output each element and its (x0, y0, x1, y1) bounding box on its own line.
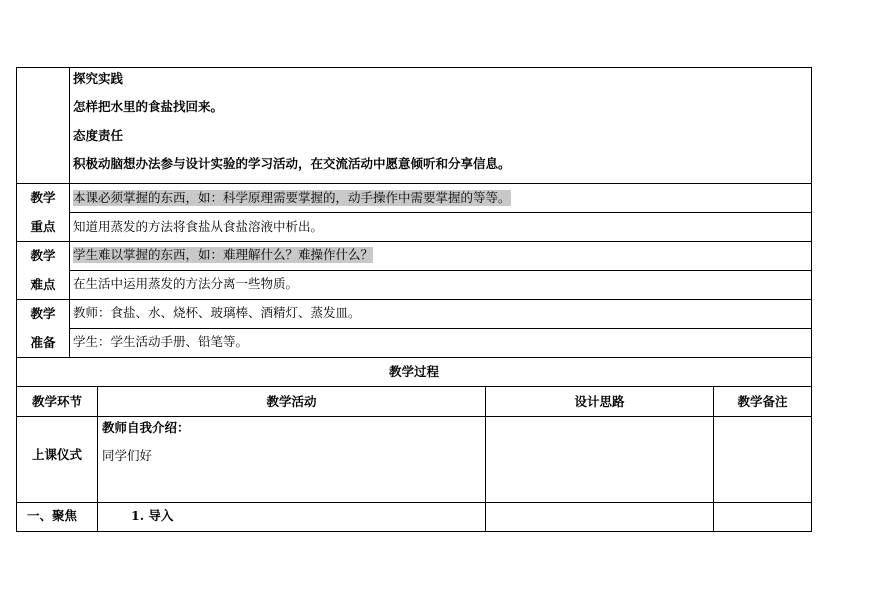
stage-focus: 一、聚焦 (27, 508, 78, 523)
process-header-row (16, 387, 812, 417)
process-title: 教学过程 (388, 364, 439, 379)
key-points-content: 知道用蒸发的方法将食盐从食盐溶液中析出。 (73, 219, 324, 234)
preparation-label-2: 准备 (30, 335, 56, 350)
difficulties-row (16, 242, 812, 300)
ceremony-design-cell (485, 417, 713, 502)
preparation-student: 学生：学生活动手册、铅笔等。 (73, 334, 249, 349)
attitude-text: 积极动脑想办法参与设计实验的学习活动，在交流活动中愿意倾听和分享信息。 (73, 156, 511, 171)
attitude-heading: 态度责任 (73, 128, 124, 143)
difficulties-hint: 学生难以掌握的东西，如：难理解什么？难操作什么？ (73, 247, 374, 262)
focus-activity-title: 1. 导入 (131, 508, 174, 523)
key-points-row (16, 184, 812, 242)
header-stage: 教学环节 (31, 394, 82, 409)
ceremony-activity-title: 教师自我介绍： (102, 420, 190, 435)
process-row-focus (16, 503, 812, 532)
focus-design-cell (485, 503, 713, 531)
objectives-cell (69, 68, 811, 183)
preparation-label-1: 教学 (30, 306, 56, 321)
key-points-label-2: 重点 (30, 219, 56, 234)
header-activity: 教学活动 (266, 394, 317, 409)
difficulties-content: 在生活中运用蒸发的方法分离一些物质。 (73, 276, 299, 291)
header-design: 设计思路 (574, 394, 625, 409)
inquiry-heading: 探究实践 (73, 71, 124, 86)
preparation-row (16, 300, 812, 358)
lesson-plan-table (16, 67, 812, 532)
focus-notes-cell (713, 503, 811, 531)
ceremony-notes-cell (713, 417, 811, 502)
stage-ceremony: 上课仪式 (31, 447, 82, 462)
key-points-hint: 本课必须掌握的东西，如：科学原理需要掌握的，动手操作中需要掌握的等等。 (73, 190, 511, 205)
process-row-ceremony (16, 417, 812, 503)
difficulties-label-2: 难点 (30, 277, 56, 292)
inquiry-text: 怎样把水里的食盐找回来。 (73, 99, 224, 114)
header-notes: 教学备注 (737, 394, 788, 409)
process-title-row (16, 358, 812, 387)
ceremony-activity-text: 同学们好 (102, 448, 153, 463)
objectives-row (16, 67, 812, 184)
preparation-teacher: 教师：食盐、水、烧杯、玻璃棒、酒精灯、蒸发皿。 (73, 305, 361, 320)
key-points-label-1: 教学 (30, 190, 56, 205)
difficulties-label-1: 教学 (30, 248, 56, 263)
